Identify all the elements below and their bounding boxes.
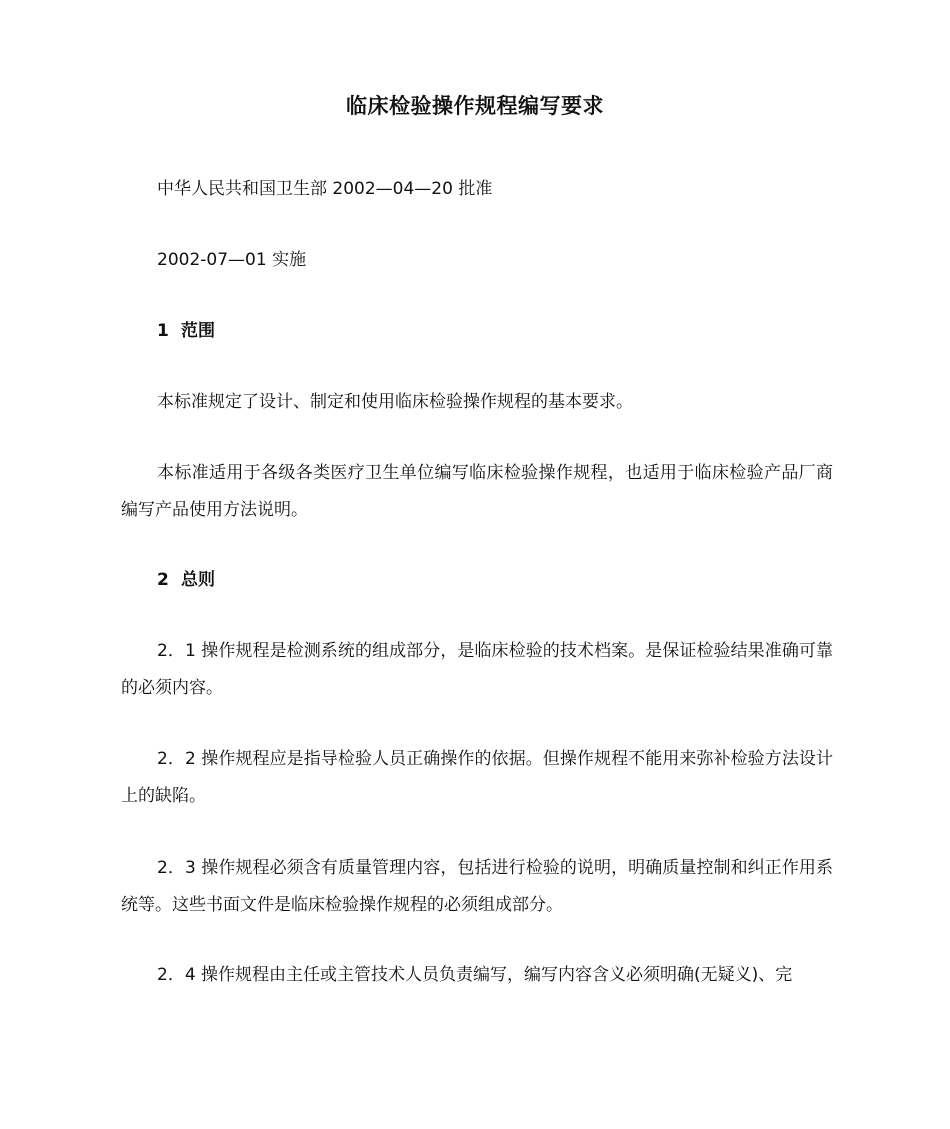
- effective-date-line: 2002-07—01 实施: [157, 250, 307, 270]
- paragraph-general-2-4: 2．4 操作规程由主任或主管技术人员负责编写，编写内容含义必须明确(无疑义)、完: [157, 965, 793, 985]
- paragraph-general-2-2: 2．2 操作规程应是指导检验人员正确操作的依据。但操作规程不能用来弥补检验方法设计上的缺陷。: [121, 749, 833, 806]
- document-title: 临床检验操作规程编写要求: [346, 94, 604, 118]
- approval-line: 中华人民共和国卫生部 2002—04—20 批准: [157, 179, 493, 199]
- paragraph-general-2-1: 2．1 操作规程是检测系统的组成部分，是临床检验的技术档案。是保证检验结果准确可靠的必须内容。: [121, 641, 833, 698]
- section-number: 2: [157, 570, 169, 590]
- paragraph-scope-2: 本标准适用于各级各类医疗卫生单位编写临床检验操作规程，也适用于临床检验产品厂商编写产品使用方法说明。: [121, 463, 833, 520]
- paragraph-scope-1: 本标准规定了设计、制定和使用临床检验操作规程的基本要求。: [157, 392, 633, 412]
- paragraph-general-2-3: 2．3 操作规程必须含有质量管理内容，包括进行检验的说明，明确质量控制和纠正作用系统等。这些书面文件是临床检验操作规程的必须组成部分。: [121, 858, 833, 915]
- section-number: 1: [157, 321, 169, 341]
- section-heading-scope: [157, 319, 215, 343]
- section-title: 范围: [181, 321, 215, 341]
- section-title: 总则: [181, 570, 215, 590]
- section-heading-general: [157, 568, 215, 592]
